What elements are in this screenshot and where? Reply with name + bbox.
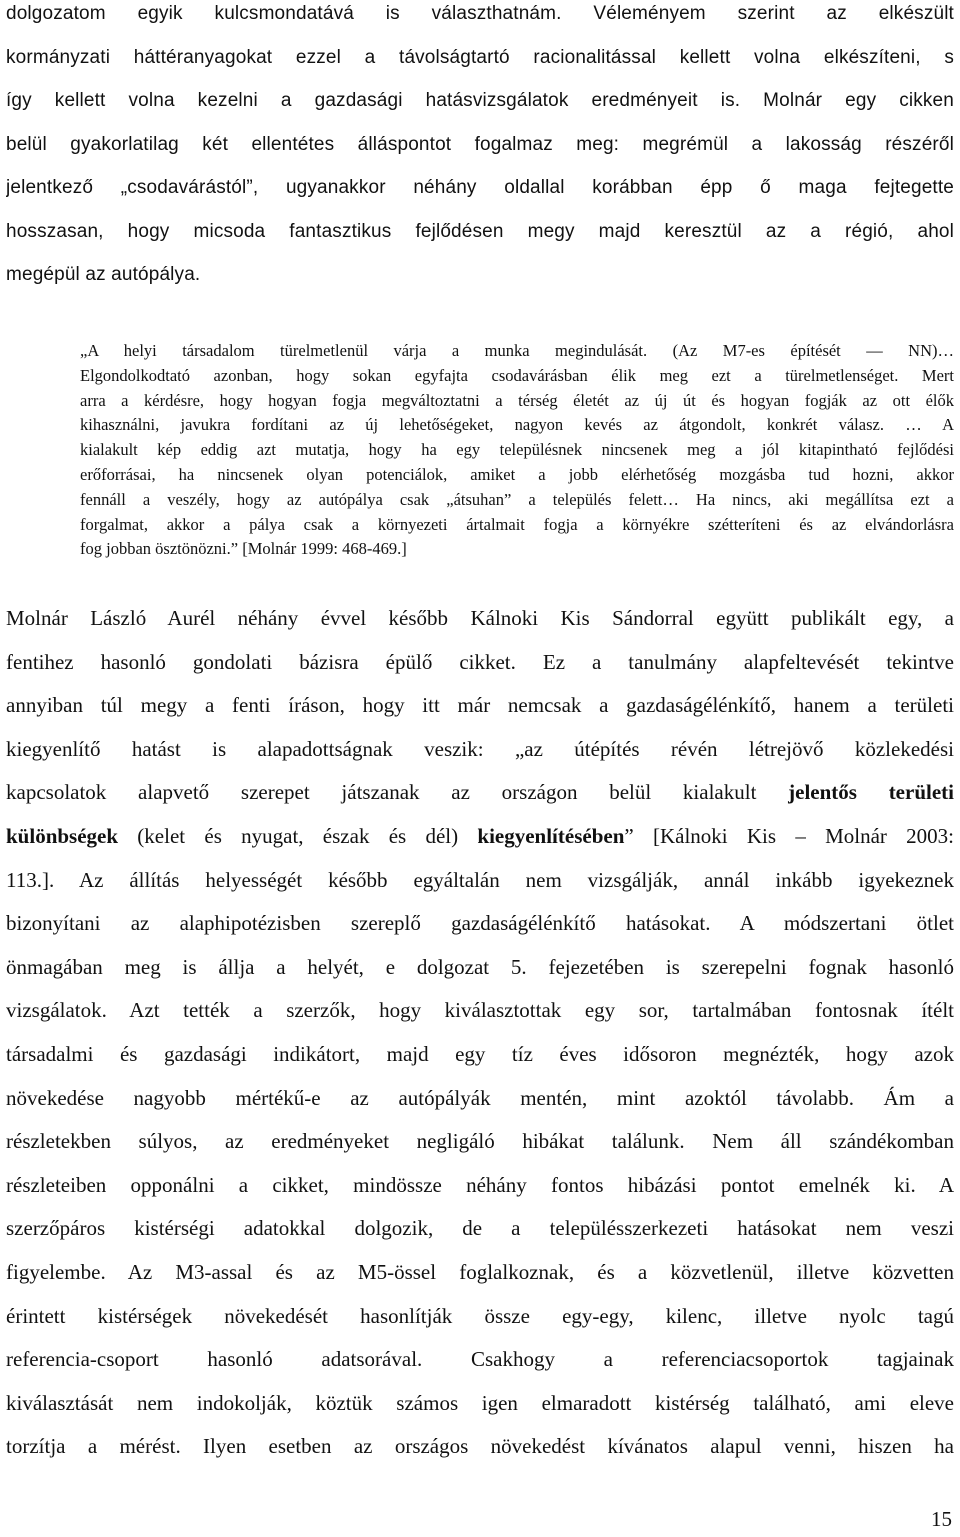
page-number: 15	[931, 1507, 952, 1531]
text-line: önmagában meg is állja a helyét, e dolgozat 5. fejezetében is szerepelni fognak hasonló	[6, 954, 954, 979]
text-segment: ” [Kálnoki Kis – Molnár 2003:	[624, 823, 954, 848]
text-line: érintett kistérségek növekedését hasonlítják össze egy-egy, kilenc, illetve nyolc tagú	[6, 1303, 954, 1328]
text-line: bizonyítani az alaphipotézisben szereplő gazdaságélénkítő hatásokat. A módszertani ötlet	[6, 911, 954, 936]
quote-line: Elgondolkodtató azonban, hogy sokan egyfajta csodavárásban élik meg ezt a türelmetlenséget. Mert	[80, 365, 954, 385]
text-line: társadalmi és gazdasági indikátort, majd egy tíz éves idősoron megnézték, hogy azok	[6, 1041, 954, 1066]
text-line	[6, 771, 954, 815]
emphasis-text: jelentős területi	[788, 780, 954, 805]
quote-line: fennáll a veszély, hogy az autópálya csak „átsuhan” a település felett… Ha nincs, aki megállítsa ezt a	[80, 489, 954, 509]
quote-line: forgalmat, akkor a pálya csak a környezeti ártalmait fogja a környékre szétteríteni és az elvándorlásra	[80, 514, 954, 534]
text-line: belül gyakorlatilag két ellentétes álláspontot fogalmaz meg: megrémül a lakosság részéről	[6, 133, 954, 155]
quote-line: erőforrásai, ha nincsenek olyan potenciálok, amiket a jobb elérhetőség mozgásba tud hozni, akkor	[80, 464, 954, 484]
text-line: kormányzati háttéranyagokat ezzel a távolságtartó racionalitással kellett volna elkészíteni, s	[6, 46, 954, 68]
quote-line: kialakult kép eddig azt mutatja, hogy ha egy településnek nincsenek meg a jól kitapintható fejlődési	[80, 440, 954, 460]
emphasis-text: különbségek	[6, 823, 119, 848]
text-line: referencia-csoport hasonló adatsorával. Csakhogy a referenciacsoportok tagjainak	[6, 1347, 954, 1372]
text-line: fentihez hasonló gondolati bázisra épülő cikket. Ez a tanulmány alapfeltevését tekintve	[6, 649, 954, 674]
quote-line: kihasználni, javukra fordítani az új lehetőségeket, nagyon kevés az átgondolt, konkrét válasz. … A	[80, 415, 954, 435]
paragraph-analysis	[6, 597, 954, 1469]
text-line: Molnár László Aurél néhány évvel később Kálnoki Kis Sándorral együtt publikált egy, a	[6, 606, 954, 630]
quote-line: arra a kérdésre, hogy hogyan fogja megváltoztatni a térség életét az új út és hogyan fogják az ott élők	[80, 390, 954, 410]
text-segment: (kelet és nyugat, észak és dél)	[118, 823, 478, 848]
text-line: kiválasztását nem indokolják, köztük számos igen elmaradott kistérség található, ami eleve	[6, 1390, 954, 1415]
text-segment: kapcsolatok alapvető szerepet játszanak az országon belül kialakult	[6, 780, 789, 805]
text-line: annyiban túl megy a fenti íráson, hogy itt már nemcsak a gazdaságélénkítő, hanem a területi	[6, 693, 954, 718]
text-line: így kellett volna kezelni a gazdasági hatásvizsgálatok eredményeit is. Molnár egy cikken	[6, 90, 954, 111]
text-line: jelentkező „csodavárástól”, ugyanakkor néhány oldallal korábban épp ő maga fejtegette	[6, 177, 954, 198]
text-line: megépül az autópálya.	[6, 264, 201, 285]
text-line: részletekben súlyos, az eredményeket negligáló hibákat találunk. Nem áll szándékomban	[6, 1129, 954, 1154]
quote-line: „A helyi társadalom türelmetlenül várja a munka megindulását. (Az M7-es építését — NN)…	[80, 341, 954, 360]
text-line: vizsgálatok. Azt tették a szerzők, hogy kiválasztottak egy sor, tartalmában fontosnak ítélt	[6, 998, 954, 1023]
quote-line: fog jobban ösztönözni.” [Molnár 1999: 468-469.]	[80, 539, 407, 559]
text-line: kiegyenlítő hatást is alapadottságnak veszik: „az útépítés révén létrejövő közlekedési	[6, 736, 954, 761]
paragraph-intro	[6, 0, 954, 297]
text-line	[6, 815, 954, 859]
text-line: növekedése nagyobb mértékű-e az autópályák mentén, mint azoktól távolabb. Ám a	[6, 1085, 954, 1110]
text-line: torzítja a mérést. Ilyen esetben az országos növekedést kívánatos alapul venni, hiszen ha	[6, 1434, 954, 1459]
block-quote	[80, 339, 954, 562]
text-line: figyelembe. Az M3-assal és az M5-össel foglalkoznak, és a közvetlenül, illetve közvetten	[6, 1259, 954, 1284]
text-line: szerzőpáros kistérségi adatokkal dolgozik, de a településszerkezeti hatásokat nem veszi	[6, 1216, 954, 1241]
text-line: 113.]. Az állítás helyességét később egyáltalán nem vizsgálják, annál inkább igyekeznek	[6, 867, 954, 892]
emphasis-text: kiegyenlítésében	[477, 823, 625, 848]
text-line: részleteiben opponálni a cikket, mindössze néhány fontos hibázási pontot emelnék ki. A	[6, 1172, 954, 1197]
text-line: hosszasan, hogy micsoda fantasztikus fejlődésen megy majd keresztül az a régió, ahol	[6, 220, 954, 242]
text-line: dolgozatom egyik kulcsmondatává is választhatnám. Véleményem szerint az elkészült	[6, 3, 954, 24]
